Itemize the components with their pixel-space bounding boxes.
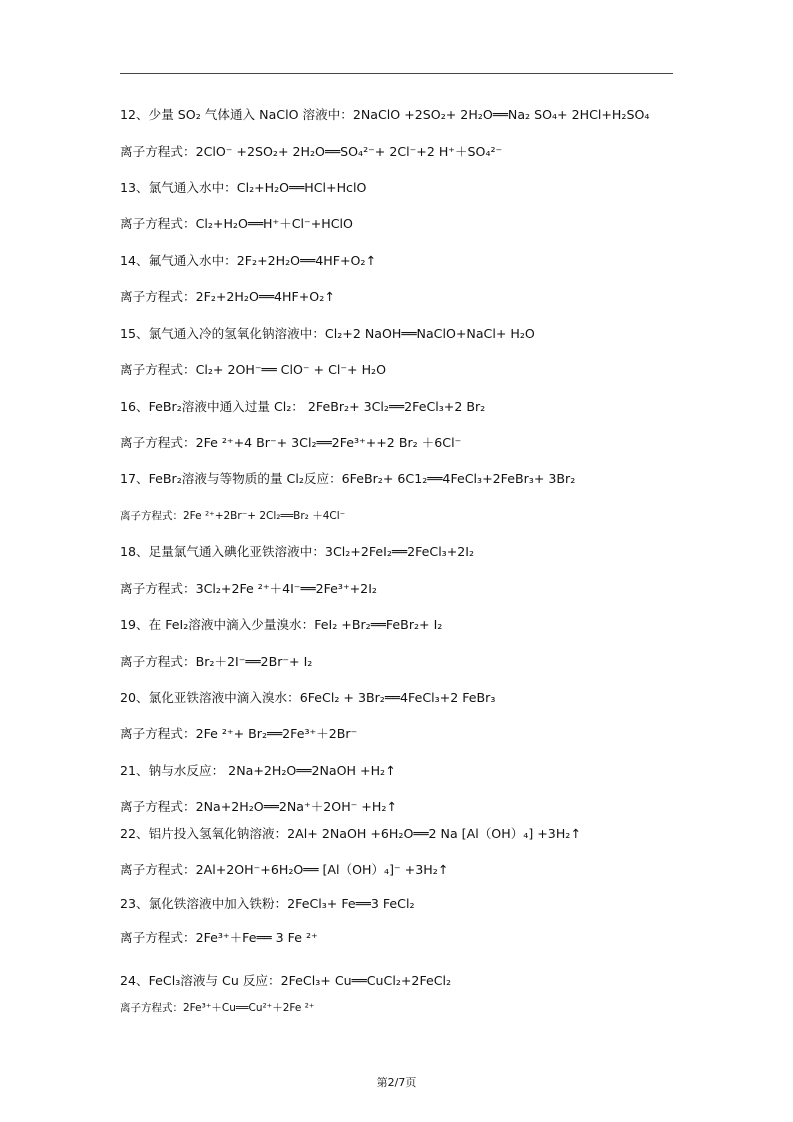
reaction-24-equation: 24、FeCl₃溶液与 Cu 反应：2FeCl₃+ Cu══CuCl₂+2FeCl₂ (120, 973, 452, 988)
reaction-23-ionic: 离子方程式：2Fe³⁺＋Fe══ 3 Fe ²⁺ (120, 930, 318, 945)
reaction-13-ionic: 离子方程式：Cl₂+H₂O══H⁺＋Cl⁻+HClO (120, 216, 353, 231)
reaction-15-equation: 15、氯气通入冷的氢氧化钠溶液中：Cl₂+2 NaOH══NaClO+NaCl+ H₂O (120, 326, 535, 341)
reaction-24-ionic: 离子方程式：2Fe³⁺＋Cu══Cu²⁺＋2Fe ²⁺ (120, 1002, 315, 1014)
reaction-19-ionic: 离子方程式：Br₂＋2I⁻══2Br⁻+ I₂ (120, 654, 313, 669)
header-rule (120, 73, 673, 74)
reaction-20-ionic: 离子方程式：2Fe ²⁺+ Br₂══2Fe³⁺＋2Br⁻ (120, 726, 358, 741)
reaction-17-ionic: 离子方程式：2Fe ²⁺+2Br⁻+ 2Cl₂══Br₂ ＋4Cl⁻ (120, 510, 346, 522)
reaction-21-ionic: 离子方程式：2Na+2H₂O══2Na⁺＋2OH⁻ +H₂↑ (120, 799, 397, 814)
page-number: 第2/7页 (376, 1076, 417, 1089)
reaction-22-equation: 22、铝片投入氢氧化钠溶液：2Al+ 2NaOH +6H₂O══2 Na [Al（OH）₄] +3H₂↑ (120, 826, 581, 841)
reaction-18-equation: 18、足量氯气通入碘化亚铁溶液中：3Cl₂+2FeI₂══2FeCl₃+2I₂ (120, 544, 475, 559)
reaction-22-ionic: 离子方程式：2Al+2OH⁻+6H₂O══ [Al（OH）₄]⁻ +3H₂↑ (120, 862, 449, 877)
reaction-14-equation: 14、氟气通入水中：2F₂+2H₂O══4HF+O₂↑ (120, 253, 377, 268)
reaction-17-equation: 17、FeBr₂溶液与等物质的量 Cl₂反应：6FeBr₂+ 6C1₂══4FeCl₃+2FeBr₃+ 3Br₂ (120, 471, 576, 486)
reaction-16-ionic: 离子方程式：2Fe ²⁺+4 Br⁻+ 3Cl₂══2Fe³⁺++2 Br₂ ＋6Cl⁻ (120, 435, 462, 450)
reaction-14-ionic: 离子方程式：2F₂+2H₂O══4HF+O₂↑ (120, 289, 335, 304)
reaction-15-ionic: 离子方程式：Cl₂+ 2OH⁻══ ClO⁻ + Cl⁻+ H₂O (120, 362, 387, 377)
reaction-18-ionic: 离子方程式：3Cl₂+2Fe ²⁺＋4I⁻══2Fe³⁺+2I₂ (120, 581, 377, 596)
reaction-19-equation: 19、在 FeI₂溶液中滴入少量溴水：FeI₂ +Br₂══FeBr₂+ I₂ (120, 617, 443, 632)
reaction-21-equation: 21、钠与水反应： 2Na+2H₂O══2NaOH +H₂↑ (120, 763, 396, 778)
reaction-12-ionic: 离子方程式：2ClO⁻ +2SO₂+ 2H₂O══SO₄²⁻+ 2Cl⁻+2 H⁺＋SO₄²⁻ (120, 144, 503, 159)
reaction-20-equation: 20、氯化亚铁溶液中滴入溴水：6FeCl₂ + 3Br₂══4FeCl₃+2 FeBr₃ (120, 690, 496, 705)
reaction-23-equation: 23、氯化铁溶液中加入铁粉：2FeCl₃+ Fe══3 FeCl₂ (120, 896, 415, 911)
reaction-16-equation: 16、FeBr₂溶液中通入过量 Cl₂： 2FeBr₂+ 3Cl₂══2FeCl₃+2 Br₂ (120, 399, 486, 414)
reaction-12-equation: 12、少量 SO₂ 气体通入 NaClO 溶液中：2NaClO +2SO₂+ 2H₂O══Na₂ SO₄+ 2HCl+H₂SO₄ (120, 107, 650, 122)
reaction-13-equation: 13、氯气通入水中：Cl₂+H₂O══HCl+HclO (120, 180, 367, 195)
